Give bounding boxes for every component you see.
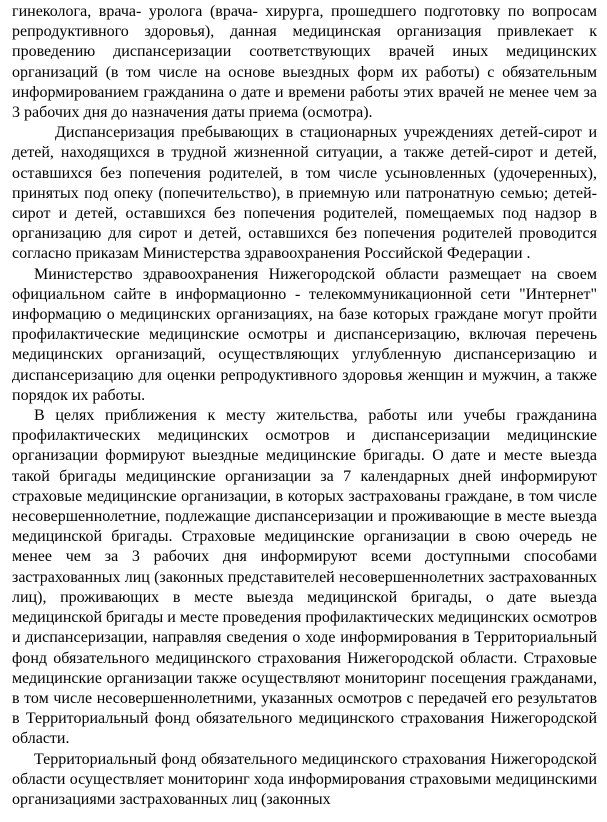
paragraph-gynecologist-urologist: гинеколога, врача- уролога (врача- хирурга, прошедшего подготовку по вопросам репродуктивного здоровья), данная медицинская организация привлекает к проведению диспансеризации соответствующих врачей иных медицинских организаций (в том числе на основе выездных форм их работы) с обязательным информированием гражданина о дате и времени работы этих врачей не менее чем за 3 рабочих дня до назначения даты приема (осмотра).: [12, 3, 597, 122]
paragraph-ministry-website: Министерство здравоохранения Нижегородской области размещает на своем официальном сайте в информационно - телекоммуникационной сети "Интернет" информацию о медицинских организациях, на базе которых граждане могут пройти профилактические медицинские осмотры и диспансеризацию, включая перечень медицинских организаций, осуществляющих углубленную диспансеризацию и диспансеризацию для оценки репродуктивного здоровья женщин и мужчин, а также порядок их работы.: [12, 265, 597, 404]
paragraph-mobile-brigades: В целях приближения к месту жительства, работы или учебы гражданина профилактических медицинских осмотров и диспансеризации медицинские организации формируют выездные медицинские бригады. О дате и месте выезда такой бригады медицинские организации за 7 календарных дней информируют страховые медицинские организации, в которых застрахованы граждане, в том числе несовершеннолетние, подлежащие диспансеризации и проживающие в месте выезда медицинской бригады. Страховые медицинские организации в свою очередь не менее чем за 3 рабочих дня информируют всеми доступными способами застрахованных лиц (законных представителей несовершеннолетних застрахованных лиц), проживающих в месте выезда медицинской бригады, о дате выезда медицинской бригады и месте проведения профилактических медицинских осмотров и диспансеризации, направляя сведения о ходе информирования в Территориальный фонд обязательного медицинского страхования Нижегородской области. Страховые медицинские организации также осуществляют мониторинг посещения гражданами, в том числе несовершеннолетними, указанных осмотров с передачей его результатов в Территориальный фонд обязательного медицинского страхования Нижегородской области.: [12, 407, 597, 748]
paragraph-territorial-fund: Территориальный фонд обязательного медицинского страхования Нижегородской области осуществляет мониторинг хода информирования страховыми медицинскими организациями застрахованных лиц (законных: [12, 750, 597, 808]
document-page: [0, 2, 607, 822]
paragraph-orphans-dispensary: Диспансеризация пребывающих в стационарных учреждениях детей-сирот и детей, находящихся в трудной жизненной ситуации, а также детей-сирот и детей, оставшихся без попечения родителей, в том числе усыновленных (удочеренных), принятых под опеку (попечительство), в приемную или патронатную семью; детей- сирот и детей, оставшихся без попечения родителей, помещаемых под надзор в организацию для сирот и детей, оставшихся без попечения родителей проводится согласно приказам Министерства здравоохранения Российской Федерации .: [12, 124, 597, 263]
